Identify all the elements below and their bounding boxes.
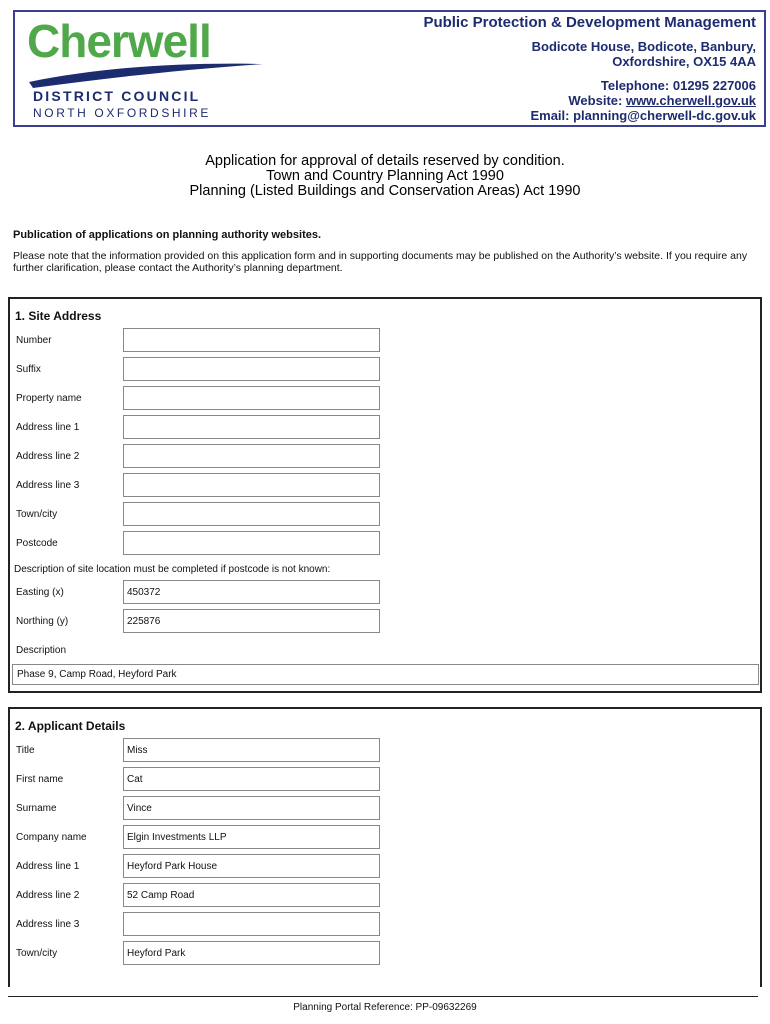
section-title: 2. Applicant Details xyxy=(15,719,126,733)
field-row: Address line 2 xyxy=(10,444,760,470)
northing-field[interactable]: 225876 xyxy=(123,609,380,633)
field-row: Suffix xyxy=(10,357,760,383)
company-name-field[interactable]: Elgin Investments LLP xyxy=(123,825,380,849)
address-line-1-field[interactable] xyxy=(123,415,380,439)
location-note: Description of site location must be completed if postcode is not known: xyxy=(14,564,331,575)
applicant-town-city-field[interactable]: Heyford Park xyxy=(123,941,380,965)
applicant-details-section xyxy=(8,707,762,987)
website-line: Website: www.cherwell.gov.uk xyxy=(568,93,756,108)
publication-heading: Publication of applications on planning authority websites. xyxy=(13,229,322,241)
field-row: Address line 2 52 Camp Road xyxy=(10,883,760,909)
field-row: Address line 3 xyxy=(10,912,760,938)
logo-north-oxfordshire: NORTH OXFORDSHIRE xyxy=(33,106,211,120)
field-row: Address line 1 Heyford Park House xyxy=(10,854,760,880)
number-field[interactable] xyxy=(123,328,380,352)
applicant-address-line-2-field[interactable]: 52 Camp Road xyxy=(123,883,380,907)
field-row: Easting (x) 450372 xyxy=(10,580,760,606)
field-row: Number xyxy=(10,328,760,354)
email-link[interactable]: planning@cherwell-dc.gov.uk xyxy=(573,108,756,123)
field-row: Address line 3 xyxy=(10,473,760,499)
council-header xyxy=(13,10,766,127)
field-row: Town/city Heyford Park xyxy=(10,941,760,967)
field-row: Company name Elgin Investments LLP xyxy=(10,825,760,851)
site-address-section xyxy=(8,297,762,693)
telephone: Telephone: 01295 227006 xyxy=(600,78,756,93)
postcode-field[interactable] xyxy=(123,531,380,555)
description-field[interactable]: Phase 9, Camp Road, Heyford Park xyxy=(12,664,759,685)
field-row: Northing (y) 225876 xyxy=(10,609,760,635)
department-name: Public Protection & Development Management xyxy=(423,14,756,31)
logo-district-council: DISTRICT COUNCIL xyxy=(33,88,201,104)
footer-divider xyxy=(8,996,758,997)
form-title: Application for approval of details reserved by condition. Town and Country Planning Act 1990 Planning (Listed Buildings and Conservation Areas) Act 1990 xyxy=(189,153,581,199)
address-line-2-field[interactable] xyxy=(123,444,380,468)
applicant-address-line-3-field[interactable] xyxy=(123,912,380,936)
address-line-2: Oxfordshire, OX15 4AA xyxy=(612,54,756,69)
website-link[interactable]: www.cherwell.gov.uk xyxy=(625,93,756,108)
property-name-field[interactable] xyxy=(123,386,380,410)
org-contact xyxy=(423,15,756,123)
first-name-field[interactable]: Cat xyxy=(123,767,380,791)
field-row: Surname Vince xyxy=(10,796,760,822)
field-row: Title Miss xyxy=(10,738,760,764)
field-row: Postcode xyxy=(10,531,760,557)
address-line-3-field[interactable] xyxy=(123,473,380,497)
email-line: Email: planning@cherwell-dc.gov.uk xyxy=(530,108,756,123)
logo-wordmark: Cherwell xyxy=(27,15,211,67)
easting-field[interactable]: 450372 xyxy=(123,580,380,604)
portal-reference: Planning Portal Reference: PP-09632269 xyxy=(293,1002,477,1013)
town-city-field[interactable] xyxy=(123,502,380,526)
field-row: First name Cat xyxy=(10,767,760,793)
logo-swoosh-icon xyxy=(27,58,267,88)
section-title: 1. Site Address xyxy=(15,309,102,323)
title-field[interactable]: Miss xyxy=(123,738,380,762)
field-row: Property name xyxy=(10,386,760,412)
surname-field[interactable]: Vince xyxy=(123,796,380,820)
description-label: Description xyxy=(16,645,67,656)
suffix-field[interactable] xyxy=(123,357,380,381)
applicant-address-line-1-field[interactable]: Heyford Park House xyxy=(123,854,380,878)
field-row: Town/city xyxy=(10,502,760,528)
field-row: Address line 1 xyxy=(10,415,760,441)
publication-note: Please note that the information provided on this application form and in supporting documents may be published on the Authority’s website. If you require any further clarification, please contact the Authority’s planning department. xyxy=(13,250,748,274)
address-line-1: Bodicote House, Bodicote, Banbury, xyxy=(531,39,756,54)
